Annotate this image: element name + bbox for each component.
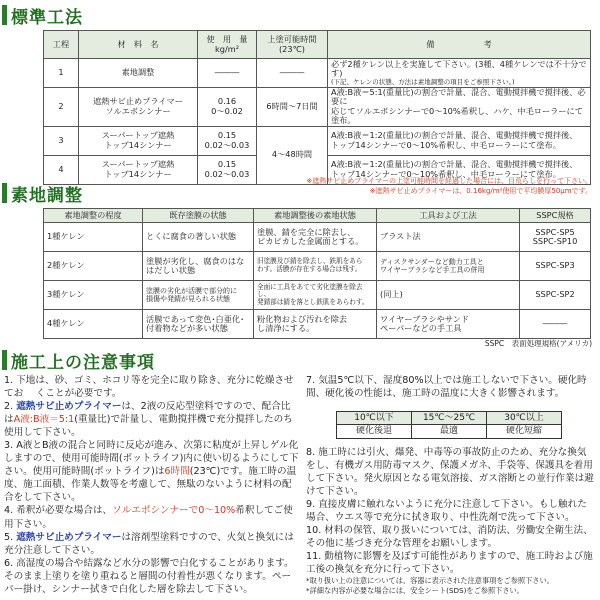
section-standard-method-header — [2, 4, 83, 26]
caution-text: 6時間 — [164, 466, 190, 478]
sspc-cell: SSPC-SP2 — [520, 281, 591, 310]
cure-cell: 硬化短縮 — [487, 425, 562, 438]
caution-text: A液: — [13, 414, 33, 426]
cure-cell: 硬化後退 — [337, 425, 412, 438]
col-header: 工程 — [44, 31, 79, 59]
caution-text: (23℃)です。施工時の温度、施工面積、作業人数等を考慮して、無駄のないように材料の配合をして下さい。 — [4, 466, 297, 504]
material-cell: 遮熱サビ止めプライマー ソルエボシンナー — [79, 88, 198, 127]
grade-cell: 4種ケレン — [44, 310, 143, 339]
temp-cell: 15℃～25℃ — [412, 412, 487, 425]
tool-cell: ディスクサンダーなど動力工具と ワイヤーブラシなど手工具の併用 — [377, 252, 520, 281]
remark-cell — [328, 126, 591, 155]
footnote: *取り扱い上の注意については、容器に表示された注意事項をご参照下さい。 — [306, 576, 554, 586]
temp-cell: 10℃以下 — [337, 412, 412, 425]
remark-cell — [328, 59, 591, 88]
caution-item: 7. 気温5℃以下、湿度80%以上では施工しないで下さい。硬化時間、硬化後の性能は、施工時の温度に大きく影響されます。 — [306, 375, 587, 400]
remark-line: A液:B液＝5:1(重量比)の割合で計量、混合、電動撹拌機で撹拌後、必要に — [331, 87, 586, 107]
cautions-right-column — [306, 374, 596, 400]
col-header: 素地調整後の素地状態 — [254, 209, 377, 223]
remark-line: A液:B液＝1:2(重量比)の割合で計量、混合、電動撹拌機で撹拌後、 — [331, 159, 578, 170]
after-cell: 旧塗膜及び錆を除去し、鉄肌をあら わす。活膜が存在する場合は残す。 — [254, 252, 377, 281]
tool-cell: ワイヤーブラシやサンド ペーパーなどの手工具 — [377, 310, 520, 339]
remark-line: A液:B液＝1:2(重量比)の割合で計量、混合、電動撹拌機で撹拌後、 — [331, 130, 578, 141]
caution-text: ソルエボシンナーで0～10% — [112, 505, 236, 517]
section-bar — [2, 350, 7, 370]
state-cell: 活膜であって変色･白亜化･ 付着物などが多い状態 — [143, 310, 254, 339]
step-cell: 4 — [44, 155, 79, 184]
tool-cell: ブラスト法 — [377, 223, 520, 252]
cure-cell: 最適 — [412, 425, 487, 438]
sspc-cell: SSPC-SP3 — [520, 252, 591, 281]
caution-text: 5. — [4, 531, 17, 543]
col-header: 使 用 量 kg/m² — [198, 31, 257, 59]
after-cell: 塗膜、錆を完全に除去し、 ピカピカした金属面とする。 — [254, 223, 377, 252]
usage-cell: ――― — [198, 59, 257, 88]
time-cell: 6時間～7日間 — [257, 88, 328, 127]
sspc-note: SSPC 表面処理規格(アメリカ) — [484, 339, 592, 348]
remark-line: 応じてソルエボシンナーで0～10%希釈し、ハケ、中毛ローラーにて塗布。 — [331, 105, 583, 126]
cautions-right-column-cont — [306, 446, 596, 595]
surface-prep-table — [43, 208, 591, 339]
caution-text: 遮熱サビ止めプライマー — [16, 401, 122, 413]
caution-item: 8. 施工時には引火、爆発、中毒等の事故防止のため、充分な換気をし、有機ガス用防毒マスク、保護メガネ、手袋等、保護具を着用して下さい。発火原因となる電気溶接、ガス溶断との並行作業は避けて下さい。 — [306, 447, 594, 498]
material-cell: 素地調整 — [79, 59, 198, 88]
caution-item — [4, 374, 300, 400]
caution-item: 10. 材料の保管、取り扱いについては、消防法、労働安全衛生法、その他に基づき充分な管理をお願いします。 — [306, 525, 593, 550]
col-header: 上塗可能時間 (23℃) — [257, 31, 328, 59]
remark-line: トップ14シンナーで0～10%希釈し、中毛ローラーにて塗布。 — [331, 168, 561, 179]
note-primer-thickness: ※遮熱サビ止めプライマーは、0.16kg/m²使用で平均膜厚50μmです。 — [369, 187, 592, 195]
sspc-cell: SSPC-SP5 SSPC-SP10 — [520, 223, 591, 252]
grade-cell: 1種ケレン — [44, 223, 143, 252]
table-row — [44, 310, 591, 339]
caution-item — [4, 531, 300, 557]
caution-text: 1. 下地は、砂、ゴミ、ホコリ等を完全に取り除き、充分に乾燥させてお — [4, 375, 294, 400]
step-cell: 3 — [44, 126, 79, 155]
cautions-left-column — [4, 374, 300, 596]
section-title: 施工上の注意事項 — [11, 352, 155, 373]
caution-text: 遮熱サビ止めプライマー — [16, 531, 122, 543]
time-cell: 4～48時間 — [257, 126, 328, 184]
section-surface-prep-header — [2, 182, 83, 204]
caution-text: (重量比)で計量し、電動撹拌機で充分撹拌したのち使用して下さい。 — [4, 414, 293, 439]
section-bar — [2, 183, 7, 203]
usage-cell: 0.15 0.02～0.03 — [198, 155, 257, 184]
caution-item — [4, 504, 300, 530]
col-header: 工具および工法 — [377, 209, 520, 223]
remark-line: トップ14シンナーで0～10%希釈し、中毛ローラーにて塗布。 — [331, 139, 561, 150]
temperature-table — [336, 411, 562, 439]
col-header: 備 考 — [328, 31, 591, 59]
caution-text: B液＝5:1 — [32, 414, 75, 426]
remark-line: (下記、ケレンの状態、方法は素地調整の項目をご参照下さい。) — [331, 77, 515, 86]
col-header: 素地調整の程度 — [44, 209, 143, 223]
usage-cell: 0.15 0.02～0.03 — [198, 126, 257, 155]
sspc-cell: ――― — [520, 310, 591, 339]
caution-text: 3. A液とB液の混合と同時に反応が進み、次第に粘度が上昇しゲル化しますので、使用可能時間(ポットライフ)内に使い切るようにして下さい。使用可能時間(ポットライフ)は — [4, 440, 299, 478]
caution-text: 6. 高湿度の場合や結露など水分の影響で白化することがあります。そのまま上塗りを塗り重ねると層間の付着性が悪くなります。ペーパー掛け、シンナー拭きで白化した層を除去して下さい。 — [4, 557, 294, 595]
table-row — [44, 88, 591, 127]
material-cell: スーパートップ遮熱 トップ14シンナー — [79, 126, 198, 155]
state-cell: とくに腐食の著しい状態 — [143, 223, 254, 252]
temp-cell: 30℃以上 — [487, 412, 562, 425]
step-cell: 2 — [44, 88, 79, 127]
caution-text: 4. 希釈が必要な場合は、 — [4, 505, 113, 517]
time-cell: ――― — [257, 59, 328, 88]
grade-cell: 3種ケレン — [44, 281, 143, 310]
caution-text: 希釈してご使用下さい。 — [4, 505, 293, 530]
section-title: 素地調整 — [11, 185, 83, 206]
section-cautions-header — [2, 349, 155, 371]
caution-item — [4, 557, 300, 596]
caution-text: は、2液の反応型塗料ですので、配合比は — [4, 401, 291, 426]
step-cell: 1 — [44, 59, 79, 88]
after-cell: 粉化物および汚れを除去 し清浄にする。 — [254, 310, 377, 339]
state-cell: 塗膜が劣化し、腐食のはな はだしい状態 — [143, 252, 254, 281]
table-row — [44, 281, 591, 310]
caution-item: 9. 直接皮膚に触れないように充分に注意して下さい。もし触れた場合、ウエス等で充分に拭き取り、中性洗剤で洗って下さい。 — [306, 499, 587, 524]
table-row — [44, 223, 591, 252]
section-bar — [2, 5, 7, 25]
caution-item: 11. 動植物に影響を及ぼす可能性がありますので、施工時および施工後の換気を充分に行って下さい。 — [306, 551, 593, 576]
col-header: SSPC規格 — [520, 209, 591, 223]
caution-item — [4, 439, 300, 504]
table-row — [44, 59, 591, 88]
section-title: 標準工法 — [11, 7, 83, 28]
note-primer-time: ※遮熱サビ止めプライマーの上塗可能時間を経過した場合には、目荒らしを行って下さい。 — [306, 177, 592, 185]
material-cell: スーパートップ遮熱 トップ14シンナー — [79, 155, 198, 184]
caution-text: くことが必要です。 — [23, 388, 122, 400]
state-cell: 塗膜の劣化が活膜で部分的に 損傷や発錆が見られる状態 — [143, 281, 254, 310]
caution-text: 2. — [4, 401, 17, 413]
caution-text: は溶剤型塗料ですので、火気と換気には充分注意して下さい。 — [4, 531, 294, 556]
tool-cell: (同上) — [377, 281, 520, 310]
table-row — [44, 252, 591, 281]
remark-cell — [328, 88, 591, 127]
usage-cell: 0.16 0～0.02 — [198, 88, 257, 127]
after-cell: 全面に工具をあてて劣化塗膜を除去し、 発錆部は錆を落とし鉄肌をあらわす。 — [254, 281, 377, 310]
grade-cell: 2種ケレン — [44, 252, 143, 281]
col-header: 材 料 名 — [79, 31, 198, 59]
col-header: 既存塗膜の状態 — [143, 209, 254, 223]
caution-item — [4, 400, 300, 439]
footnote: *詳細な内容が必要な場合には、安全シート(SDS)をご参照下さい。 — [306, 585, 524, 595]
remark-line: 必ず2種ケレン以上を実施して下さい。(3種、4種ケレンでは不十分です) — [331, 58, 587, 79]
standard-method-table — [43, 30, 591, 185]
table-row — [44, 126, 591, 155]
